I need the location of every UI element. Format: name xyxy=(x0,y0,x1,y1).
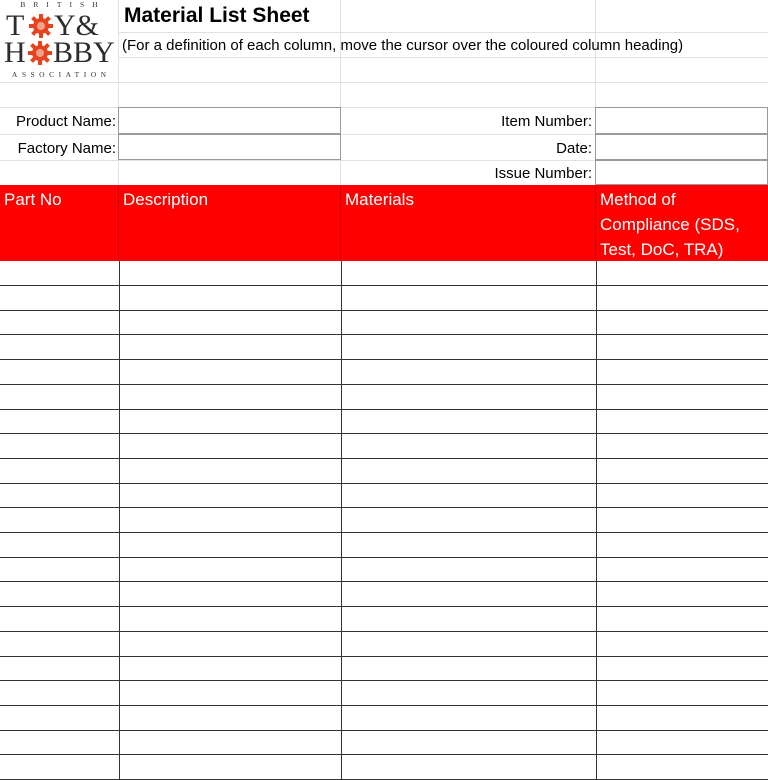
cell-method-of-compliance[interactable] xyxy=(596,656,768,681)
cell-part-no[interactable] xyxy=(0,656,120,681)
cell-method-of-compliance[interactable] xyxy=(596,582,768,607)
cell-materials[interactable] xyxy=(341,557,597,582)
cell-method-of-compliance[interactable] xyxy=(596,261,768,286)
table-row xyxy=(0,335,768,359)
item-number-field[interactable] xyxy=(595,107,768,134)
date-label: Date: xyxy=(556,140,592,157)
table-row xyxy=(0,607,768,631)
cell-method-of-compliance[interactable] xyxy=(596,533,768,558)
cell-materials[interactable] xyxy=(341,607,597,632)
table-row xyxy=(0,533,768,557)
cell-part-no[interactable] xyxy=(0,607,120,632)
table-row xyxy=(0,286,768,310)
table-row xyxy=(0,656,768,680)
cell-method-of-compliance[interactable] xyxy=(596,557,768,582)
table-row xyxy=(0,409,768,433)
cell-description[interactable] xyxy=(119,632,342,657)
logo-letter-h: H xyxy=(4,36,26,69)
cell-materials[interactable] xyxy=(341,409,597,434)
cell-materials[interactable] xyxy=(341,582,597,607)
cell-materials[interactable] xyxy=(341,483,597,508)
cell-materials[interactable] xyxy=(341,360,597,385)
cell-description[interactable] xyxy=(119,409,342,434)
cell-method-of-compliance[interactable] xyxy=(596,335,768,360)
cell-part-no[interactable] xyxy=(0,483,120,508)
product-name-label: Product Name: xyxy=(15,113,116,130)
cell-part-no[interactable] xyxy=(0,755,120,780)
cell-materials[interactable] xyxy=(341,385,597,410)
table-header-row xyxy=(0,185,768,261)
logo-letter-t: T xyxy=(6,9,25,42)
cell-method-of-compliance[interactable] xyxy=(596,607,768,632)
cell-description[interactable] xyxy=(119,755,342,780)
table-row xyxy=(0,582,768,606)
cell-part-no[interactable] xyxy=(0,557,120,582)
cell-description[interactable] xyxy=(119,582,342,607)
logo-top-text: BRITISH xyxy=(20,0,106,9)
cell-description[interactable] xyxy=(119,483,342,508)
cell-description[interactable] xyxy=(119,261,342,286)
cell-materials[interactable] xyxy=(341,459,597,484)
cell-part-no[interactable] xyxy=(0,459,120,484)
cell-part-no[interactable] xyxy=(0,632,120,657)
cell-materials[interactable] xyxy=(341,681,597,706)
cell-materials[interactable] xyxy=(341,706,597,731)
table-row xyxy=(0,706,768,730)
factory-name-label: Factory Name: xyxy=(17,140,116,157)
cell-materials[interactable] xyxy=(341,261,597,286)
material-list-table xyxy=(0,261,768,780)
cell-part-no[interactable] xyxy=(0,335,120,360)
gear-icon xyxy=(29,14,53,38)
cell-method-of-compliance[interactable] xyxy=(596,681,768,706)
table-row xyxy=(0,557,768,581)
cell-description[interactable] xyxy=(119,310,342,335)
cell-part-no[interactable] xyxy=(0,261,120,286)
table-row xyxy=(0,360,768,384)
issue-number-label: Issue Number: xyxy=(494,165,592,182)
cell-method-of-compliance[interactable] xyxy=(596,730,768,755)
cell-description[interactable] xyxy=(119,730,342,755)
cell-description[interactable] xyxy=(119,459,342,484)
cell-part-no[interactable] xyxy=(0,434,120,459)
table-row xyxy=(0,310,768,334)
cell-part-no[interactable] xyxy=(0,286,120,311)
column-header-materials[interactable]: Materials xyxy=(341,185,596,261)
cell-part-no[interactable] xyxy=(0,706,120,731)
factory-name-field[interactable] xyxy=(118,134,341,160)
toy-hobby-association-logo xyxy=(0,0,118,82)
cell-method-of-compliance[interactable] xyxy=(596,360,768,385)
cell-part-no[interactable] xyxy=(0,582,120,607)
cell-method-of-compliance[interactable] xyxy=(596,483,768,508)
product-name-field[interactable] xyxy=(118,107,341,134)
table-row xyxy=(0,730,768,754)
date-field[interactable] xyxy=(595,134,768,160)
cell-method-of-compliance[interactable] xyxy=(596,632,768,657)
cell-method-of-compliance[interactable] xyxy=(596,310,768,335)
cell-part-no[interactable] xyxy=(0,385,120,410)
cell-part-no[interactable] xyxy=(0,730,120,755)
column-header-method-of-compliance[interactable]: Method of Compliance (SDS, Test, DoC, TRA) xyxy=(600,190,740,259)
issue-number-field[interactable] xyxy=(595,160,768,185)
table-row xyxy=(0,755,768,779)
logo-letters-y-amp: Y& xyxy=(54,9,99,42)
cell-materials[interactable] xyxy=(341,335,597,360)
cell-materials[interactable] xyxy=(341,755,597,780)
page-subtitle: (For a definition of each column, move the cursor over the coloured column heading) xyxy=(122,37,684,54)
cell-method-of-compliance[interactable] xyxy=(596,706,768,731)
cell-description[interactable] xyxy=(119,607,342,632)
cell-part-no[interactable] xyxy=(0,310,120,335)
cell-part-no[interactable] xyxy=(0,409,120,434)
cell-part-no[interactable] xyxy=(0,508,120,533)
cell-materials[interactable] xyxy=(341,656,597,681)
gridline xyxy=(0,82,768,83)
cell-method-of-compliance[interactable] xyxy=(596,286,768,311)
cell-method-of-compliance[interactable] xyxy=(596,755,768,780)
table-row xyxy=(0,483,768,507)
table-row xyxy=(0,434,768,458)
table-row xyxy=(0,459,768,483)
cell-method-of-compliance[interactable] xyxy=(596,434,768,459)
item-number-label: Item Number: xyxy=(501,113,592,130)
cell-description[interactable] xyxy=(119,656,342,681)
gear-icon xyxy=(28,41,52,65)
column-header-part-no[interactable]: Part No xyxy=(0,185,119,261)
cell-description[interactable] xyxy=(119,385,342,410)
cell-description[interactable] xyxy=(119,706,342,731)
cell-materials[interactable] xyxy=(341,310,597,335)
cell-method-of-compliance[interactable] xyxy=(596,409,768,434)
cell-description[interactable] xyxy=(119,681,342,706)
cell-materials[interactable] xyxy=(341,286,597,311)
cell-part-no[interactable] xyxy=(0,681,120,706)
cell-part-no[interactable] xyxy=(0,360,120,385)
table-row xyxy=(0,632,768,656)
cell-materials[interactable] xyxy=(341,508,597,533)
table-row xyxy=(0,681,768,705)
cell-description[interactable] xyxy=(119,533,342,558)
cell-method-of-compliance[interactable] xyxy=(596,459,768,484)
cell-description[interactable] xyxy=(119,286,342,311)
cell-part-no[interactable] xyxy=(0,533,120,558)
column-header-description[interactable]: Description xyxy=(119,185,341,261)
table-row xyxy=(0,385,768,409)
table-row xyxy=(0,508,768,532)
cell-materials[interactable] xyxy=(341,533,597,558)
cell-description[interactable] xyxy=(119,434,342,459)
cell-materials[interactable] xyxy=(341,632,597,657)
cell-method-of-compliance[interactable] xyxy=(596,508,768,533)
cell-description[interactable] xyxy=(119,335,342,360)
cell-materials[interactable] xyxy=(341,434,597,459)
table-row xyxy=(0,261,768,285)
logo-letters-bby: BBY xyxy=(53,36,115,69)
cell-description[interactable] xyxy=(119,360,342,385)
page-title: Material List Sheet xyxy=(124,4,310,27)
cell-description[interactable] xyxy=(119,508,342,533)
cell-method-of-compliance[interactable] xyxy=(596,385,768,410)
cell-description[interactable] xyxy=(119,557,342,582)
cell-materials[interactable] xyxy=(341,730,597,755)
logo-bottom-text: ASSOCIATION xyxy=(11,70,111,79)
